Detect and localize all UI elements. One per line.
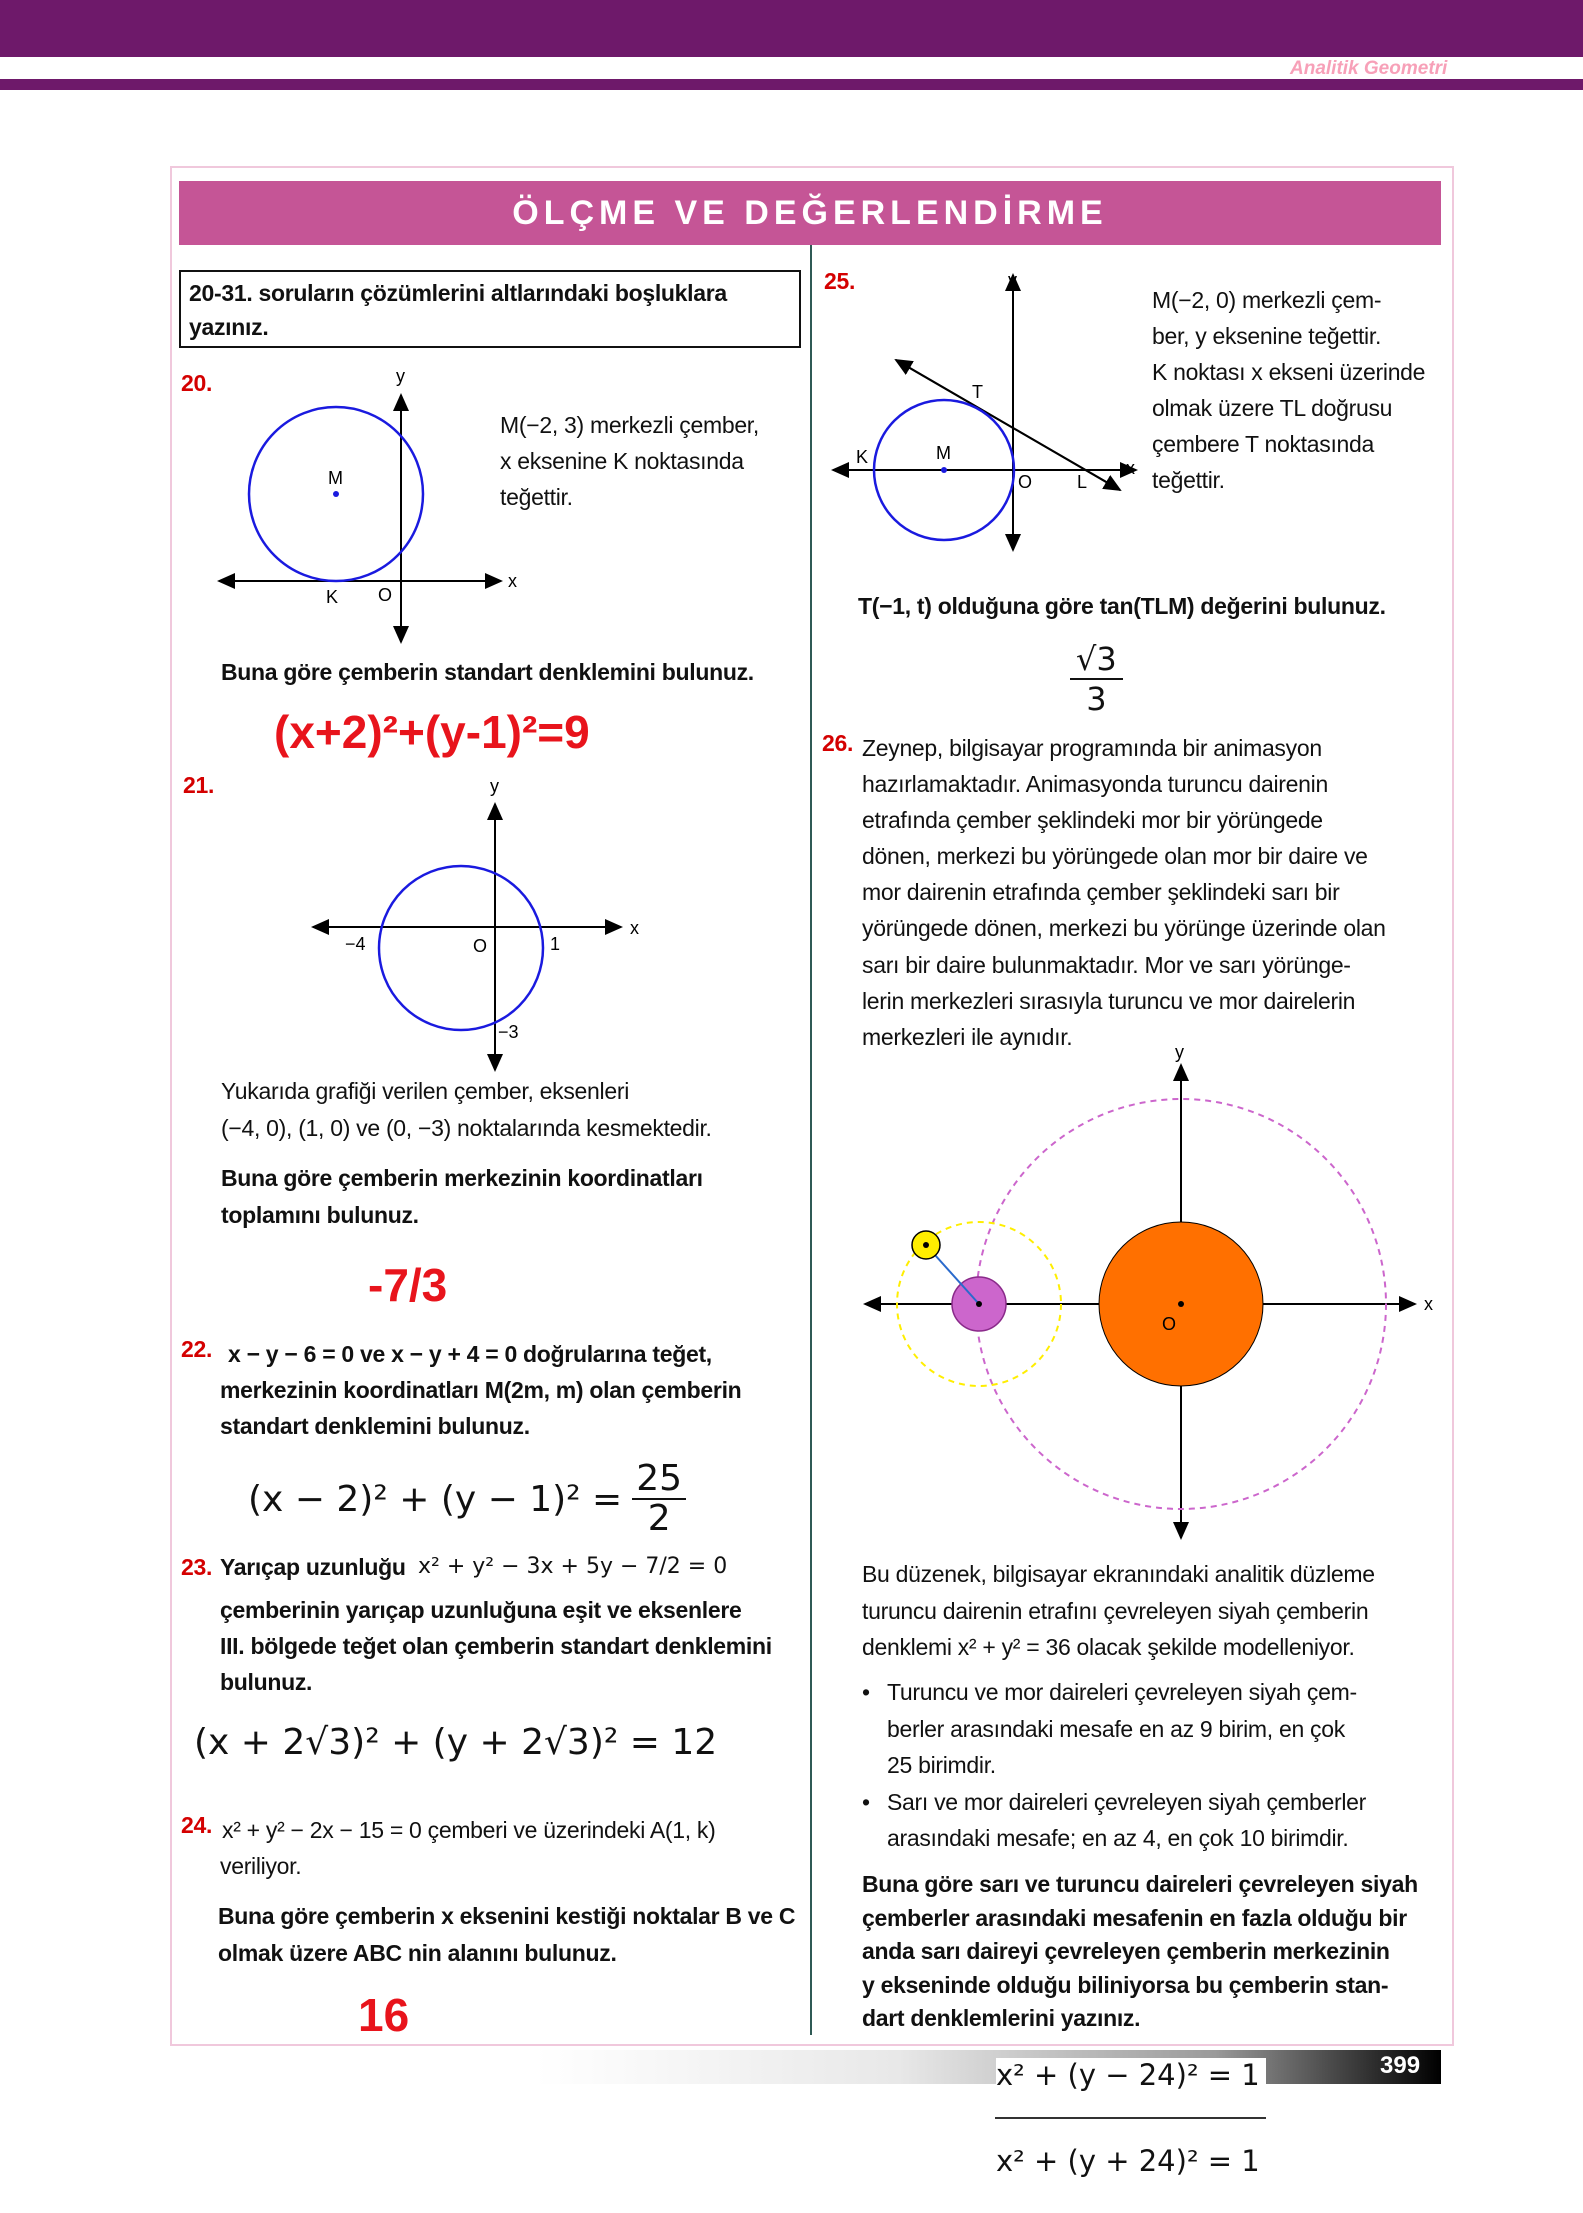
q20-number: 20. [181,370,213,396]
q25-text [1152,282,1425,498]
q24-line: veriliyor. [220,1853,302,1879]
q23-answer: (x + 2√3)² + (y + 2√3)² = 12 [194,1722,718,1763]
svg-text:x: x [630,918,639,938]
q26-q-line: anda sarı daireyi çevreleyen çemberin merkezinin [862,1938,1390,1964]
q20-answer: (x+2)²+(y-1)²=9 [274,706,590,758]
page-number: 399 [1380,2052,1421,2079]
q26-question [862,1868,1418,2036]
svg-text:y: y [396,366,405,386]
q25-diagram [820,260,1150,560]
q26-text2 [862,1556,1375,1666]
q26-q-line: dart denklemlerini yazınız. [862,2005,1141,2031]
q21-q-line: Buna göre çemberin merkezinin koordinatları [221,1165,703,1191]
q23-lead: Yarıçap uzunluğu [220,1554,406,1580]
bullet-line: 25 birimdir. [887,1752,996,1778]
q25-question: T(−1, t) olduğuna göre tan(TLM) değerini bulunuz. [858,593,1386,619]
q25-line: K noktası x ekseni üzerinde [1152,359,1426,385]
q23-line: III. bölgede teğet olan çemberin standart denklemini [220,1633,772,1659]
svg-text:O: O [378,585,393,605]
q25-line: çembere T noktasında [1152,431,1375,457]
q22-answer-lhs: (x − 2)² + (y − 1)² = [248,1478,623,1520]
q23-line: bulunuz. [220,1669,313,1695]
q22-number: 22. [181,1336,213,1362]
q26-line: lerin merkezleri sırasıyla turuncu ve mor dairelerin [862,987,1356,1014]
q26-bullets [862,1674,1366,1857]
svg-text:y: y [1008,270,1017,290]
svg-text:1: 1 [550,934,561,954]
q21-line: Yukarıda grafiği verilen çember, eksenleri [221,1078,630,1104]
q24-answer: 16 [358,1989,410,2041]
q25-answer-num: √3 [1070,640,1123,680]
svg-text:O: O [1018,472,1033,492]
svg-text:x: x [508,571,517,591]
bullet-line: Sarı ve mor daireleri çevreleyen siyah çemberler [887,1788,1367,1815]
q21-line: (−4, 0), (1, 0) ve (0, −3) noktalarında kesmektedir. [221,1115,712,1141]
bullet-line: arasındaki mesafe; en az 4, en çok 10 birimdir. [887,1825,1349,1851]
column-divider [810,245,812,2035]
q22-answer [248,1460,686,1538]
q20-text [500,407,759,515]
q21-text [221,1073,712,1147]
answer-separator [995,2117,1266,2119]
bullet-line: Turuncu ve mor daireleri çevreleyen siyah çem- [887,1679,1357,1705]
q23-line: çemberinin yarıçap uzunluğuna eşit ve eksenlere [220,1597,742,1623]
section-title: ÖLÇME VE DEĞERLENDİRME [179,181,1441,245]
bullet-item: • Turuncu ve mor daireleri çevreleyen siyah çem- berler arasındaki mesafe en az 9 birim, en çok 25 birimdir. [862,1674,1366,1784]
bullet-item: • Sarı ve mor daireleri çevreleyen siyah çemberler arasındaki mesafe; en az 4, en çok 10 birimdir. [862,1784,1366,1857]
q25-answer-den: 3 [1086,680,1107,718]
q21-number: 21. [183,772,215,798]
q26-q-line: y ekseninde olduğu biliniyorsa bu çemberin stan- [862,1971,1389,1998]
top-rule [0,79,1583,90]
q22-text [220,1336,741,1444]
q23-number: 23. [181,1554,213,1580]
svg-text:L: L [1077,472,1088,492]
q26-line: denklemi x² + y² = 36 olacak şekilde modelleniyor. [862,1634,1355,1660]
q26-line: dönen, merkezi bu yörüngede olan mor bir daire ve [862,843,1368,870]
instruction-text: 20-31. soruların çözümlerini altlarındaki boşluklara yazınız. [189,280,727,340]
q26-text [862,730,1386,1055]
q26-line: turuncu dairenin etrafını çevreleyen siyah çemberin [862,1597,1369,1624]
svg-text:K: K [326,587,339,607]
svg-text:x: x [1424,1294,1433,1314]
q24-text [222,1812,716,1884]
q26-answer-1: x² + (y − 24)² = 1 [996,2058,1266,2092]
q22-answer-num: 25 [632,1460,686,1500]
q26-line: sarı bir daire bulunmaktadır. Mor ve sarı yörünge- [862,951,1351,978]
center-point [333,491,339,497]
q22-answer-den: 2 [647,1498,671,1539]
q26-line: Bu düzenek, bilgisayar ekranındaki analitik düzleme [862,1561,1375,1587]
q25-line: M(−2, 0) merkezli çem- [1152,287,1382,313]
q26-diagram [850,1040,1450,1550]
q20-line: teğettir. [500,484,573,510]
svg-text:y: y [1175,1042,1184,1062]
q25-line: ber, y eksenine teğettir. [1152,323,1382,349]
q26-number: 26. [822,730,854,756]
svg-text:y: y [490,776,499,796]
svg-text:M: M [328,468,343,488]
svg-text:O: O [473,936,488,956]
q24-q-line: Buna göre çemberin x eksenini kestiği noktalar B ve C [218,1903,796,1929]
q26-line: hazırlamaktadır. Animasyonda turuncu dairenin [862,771,1328,798]
q24-question [218,1898,795,1972]
subject-label: Analitik Geometri [1290,58,1448,79]
q25-number: 25. [824,268,856,294]
q25-line: olmak üzere TL doğrusu [1152,395,1393,421]
q20-diagram [200,360,530,660]
svg-text:−4: −4 [345,934,366,954]
q22-line: merkezinin koordinatları M(2m, m) olan çemberin [220,1377,742,1403]
q21-q-line: toplamını bulunuz. [221,1202,419,1228]
q26-answer-2: x² + (y + 24)² = 1 [996,2144,1260,2178]
svg-text:T: T [972,382,983,402]
q21-question [221,1160,703,1234]
svg-text:M: M [936,443,951,463]
q26-line: yörüngede dönen, merkezi bu yörünge üzerinde olan [862,915,1386,942]
q26-line: etrafında çember şeklindeki mor bir yörüngede [862,807,1323,834]
q26-line: mor dairenin etrafında çember şeklindeki sarı bir [862,879,1340,906]
top-band [0,0,1583,57]
q23-text [220,1592,772,1700]
bullet-line: berler arasındaki mesafe en az 9 birim, en çok [887,1715,1345,1742]
q20-line: M(−2, 3) merkezli çember, [500,412,759,438]
q26-q-line: Buna göre sarı ve turuncu daireleri çevreleyen siyah [862,1871,1418,1897]
q24-q-line: olmak üzere ABC nin alanını bulunuz. [218,1940,617,1966]
q24-line: x² + y² − 2x − 15 = 0 çemberi ve üzerindeki A(1, k) [222,1817,716,1843]
svg-text:K: K [856,447,869,467]
svg-text:x: x [1126,458,1135,478]
q23-equation: x² + y² − 3x + 5y − 7/2 = 0 [418,1554,728,1579]
q20-line: x eksenine K noktasında [500,448,744,474]
instruction-box [179,270,801,348]
q26-line: Zeynep, bilgisayar programında bir animasyon [862,735,1322,761]
q21-diagram [300,770,660,1080]
q20-question: Buna göre çemberin standart denklemini bulunuz. [221,659,754,685]
q22-line: standart denklemini bulunuz. [220,1413,530,1439]
q21-answer: -7/3 [368,1259,448,1311]
q25-answer [1070,640,1123,718]
q26-q-line: çemberler arasındaki mesafenin en fazla olduğu bir [862,1904,1407,1931]
circle [379,866,543,1030]
svg-text:−3: −3 [498,1022,519,1042]
q25-line: teğettir. [1152,467,1225,493]
q22-line: x − y − 6 = 0 ve x − y + 4 = 0 doğrularına teğet, [228,1341,712,1367]
q26-line: merkezleri ile aynıdır. [862,1023,1073,1050]
q24-number: 24. [181,1812,213,1838]
svg-text:O: O [1162,1314,1177,1334]
footer-gradient [536,2050,1441,2084]
